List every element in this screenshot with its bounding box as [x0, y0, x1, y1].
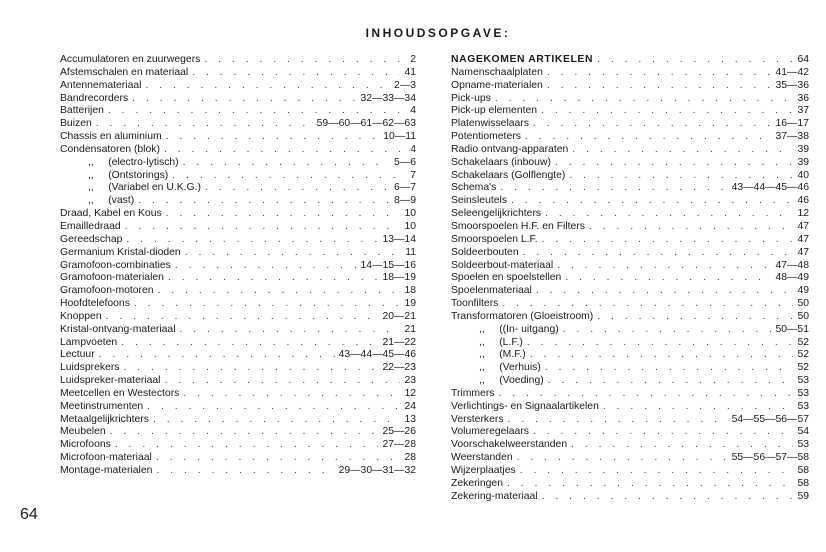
entry-page: 53 — [797, 400, 809, 412]
index-entry — [451, 452, 809, 465]
dot-leader — [536, 285, 794, 298]
entry-label: Zekering-materiaal — [451, 490, 538, 502]
dot-leader — [134, 298, 401, 311]
entry-label: Namenschaalplaten — [451, 66, 543, 78]
entry-label: Accumulatoren en zuurwegers — [60, 54, 201, 65]
index-column-right — [451, 54, 809, 504]
entry-label: Luidspreker-materiaal — [60, 375, 161, 387]
entry-label: Condensatoren (blok) — [60, 143, 160, 155]
index-entry — [60, 414, 416, 427]
entry-label: ,, (L.F.) — [479, 336, 523, 348]
dot-leader — [126, 234, 378, 247]
index-entry — [60, 388, 416, 401]
entry-label: Trimmers — [451, 387, 495, 399]
dot-leader — [565, 272, 771, 285]
entry-page: 4 — [410, 105, 416, 117]
entry-page: 50—51 — [775, 323, 809, 335]
dot-leader — [147, 401, 400, 414]
dot-leader — [498, 388, 793, 401]
entry-label: Batterijen — [60, 105, 104, 117]
entry-label: Microfoon-materiaal — [60, 452, 152, 464]
entry-label: Knoppen — [60, 310, 102, 322]
entry-label: Buizen — [60, 118, 92, 130]
entry-page: 32—33—34 — [360, 92, 416, 104]
entry-page: 2—3 — [394, 79, 416, 91]
dot-leader — [502, 298, 793, 311]
entry-label: Weerstanden — [451, 452, 513, 464]
index-entry — [451, 362, 809, 375]
index-entry — [451, 426, 809, 439]
dot-leader — [164, 144, 406, 157]
entry-label: Kristal-ontvang-materiaal — [60, 323, 176, 335]
dot-leader — [110, 426, 379, 439]
entry-label: ,, (Ontstorings) — [88, 169, 169, 181]
entry-label: Lectuur — [60, 349, 95, 361]
index-entry — [60, 93, 416, 106]
index-entry — [451, 131, 809, 144]
index-entry — [451, 67, 809, 80]
entry-label: Hoofdtelefoons — [60, 298, 130, 310]
index-entry — [451, 491, 809, 504]
index-entry — [60, 349, 416, 362]
dot-leader — [185, 247, 402, 260]
index-entry — [60, 285, 416, 298]
dot-leader — [108, 105, 406, 118]
entry-label: Bandrecorders — [60, 92, 129, 104]
index-entry — [451, 247, 809, 260]
dot-leader — [205, 182, 390, 195]
entry-label: Seinsleutels — [451, 195, 508, 207]
entry-page: 47—48 — [775, 259, 809, 271]
dot-leader — [545, 362, 794, 375]
index-entry — [60, 324, 416, 337]
dot-leader — [571, 439, 793, 452]
dot-leader — [495, 93, 794, 106]
entry-label: ,, (M.F.) — [479, 349, 526, 361]
index-entry — [60, 170, 416, 183]
entry-page: 47 — [797, 233, 809, 245]
dot-leader — [525, 131, 772, 144]
entry-label: Pick-up elementen — [451, 105, 538, 117]
entry-label: Schakelaars (Golflengte) — [451, 169, 566, 181]
entry-page: 55—56—57—58 — [731, 452, 809, 464]
index-entry — [60, 221, 416, 234]
entry-page: 47 — [797, 246, 809, 258]
entry-label: Toonfilters — [451, 298, 499, 310]
dot-leader — [121, 337, 378, 350]
index-entry — [451, 260, 809, 273]
index-entry — [451, 414, 809, 427]
index-entry — [451, 439, 809, 452]
dot-leader — [500, 182, 727, 195]
dot-leader — [569, 170, 793, 183]
dot-leader — [156, 452, 401, 465]
index-entry — [60, 80, 416, 93]
entry-page: 58 — [797, 465, 809, 476]
entry-label: Schema's — [451, 182, 497, 194]
entry-page: 12 — [797, 208, 809, 220]
entry-label: ,, (Voeding) — [479, 375, 544, 387]
dot-leader — [597, 311, 793, 324]
index-entry — [60, 465, 416, 478]
entry-page: 37—38 — [775, 131, 809, 143]
index-entry — [60, 401, 416, 414]
index-entry — [451, 144, 809, 157]
dot-leader — [597, 54, 793, 67]
entry-page: 43—44—45—46 — [731, 182, 809, 194]
dot-leader — [115, 439, 379, 452]
dot-leader — [589, 221, 793, 234]
dot-leader — [541, 105, 793, 118]
index-entry — [451, 401, 809, 414]
index-entry — [60, 54, 416, 67]
entry-label: Montage-materialen — [60, 465, 153, 476]
dot-leader — [145, 80, 390, 93]
entry-page: 52 — [797, 349, 809, 361]
entry-label: Meubelen — [60, 426, 106, 438]
page-number: 64 — [20, 506, 38, 523]
entry-page: 19 — [404, 298, 416, 310]
entry-page: 20—21 — [382, 310, 416, 322]
index-entry — [60, 272, 416, 285]
index-entry — [451, 80, 809, 93]
entry-label: Soldeerbout-materiaal — [451, 259, 554, 271]
index-entry — [451, 349, 809, 362]
entry-label: Pick-ups — [451, 92, 491, 104]
entry-page: 25—26 — [382, 426, 416, 438]
index-entry — [60, 195, 416, 208]
index-entry — [60, 67, 416, 80]
entry-page: 4 — [410, 143, 416, 155]
dot-leader — [527, 337, 794, 350]
entry-label: ,, (vast) — [88, 195, 135, 207]
index-column-left — [60, 54, 416, 478]
index-entry — [451, 388, 809, 401]
index-entry — [451, 311, 809, 324]
index-entry — [60, 311, 416, 324]
entry-page: 59—60—61—62—63 — [316, 118, 416, 130]
dot-leader — [106, 311, 379, 324]
dot-leader — [547, 80, 772, 93]
index-entry — [60, 144, 416, 157]
entry-label: Voorschakelweerstanden — [451, 439, 568, 451]
index-entry — [60, 105, 416, 118]
entry-page: 2 — [410, 54, 416, 65]
dot-leader — [204, 54, 406, 67]
dot-leader — [166, 131, 380, 144]
dot-leader — [192, 67, 400, 80]
dot-leader — [125, 221, 401, 234]
index-entry — [60, 131, 416, 144]
entry-page: 52 — [797, 336, 809, 348]
dot-leader — [166, 208, 401, 221]
dot-leader — [520, 465, 794, 478]
entry-page: 39 — [797, 156, 809, 168]
dot-leader — [138, 195, 390, 208]
dot-leader — [530, 349, 794, 362]
dot-leader — [603, 401, 794, 414]
entry-label: Meetcellen en Westectors — [60, 387, 180, 399]
entry-page: 18—19 — [382, 272, 416, 284]
index-entry — [60, 247, 416, 260]
dot-leader — [165, 375, 401, 388]
entry-label: Gramofoon-materialen — [60, 272, 164, 284]
index-entry — [60, 118, 416, 131]
entry-page: 8—9 — [394, 195, 416, 207]
entry-page: 24 — [404, 400, 416, 412]
dot-leader — [124, 362, 379, 375]
dot-leader — [555, 157, 794, 170]
entry-page: 47 — [797, 220, 809, 232]
entry-page: 41 — [404, 66, 416, 78]
dot-leader — [557, 260, 771, 273]
entry-label: Transformatoren (Gloeistroom) — [451, 310, 594, 322]
entry-label: Spoelenmateriaal — [451, 285, 532, 297]
entry-page: 28 — [404, 452, 416, 464]
entry-label: ,, (electro-lytisch) — [88, 156, 179, 168]
dot-leader — [96, 118, 313, 131]
dot-leader — [172, 170, 406, 183]
dot-leader — [523, 247, 794, 260]
entry-page: 46 — [797, 195, 809, 207]
entry-page: 16—17 — [775, 118, 809, 130]
entry-label: Smoorspoelen L.F. — [451, 233, 538, 245]
entry-label: Luidsprekers — [60, 362, 120, 374]
dot-leader — [517, 452, 728, 465]
index-entry — [60, 426, 416, 439]
index-entry — [60, 157, 416, 170]
index-entry — [451, 93, 809, 106]
entry-page: 64 — [797, 54, 809, 65]
dot-leader — [508, 414, 728, 427]
index-entry — [451, 478, 809, 491]
dot-leader — [572, 144, 793, 157]
entry-page: 53 — [797, 387, 809, 399]
entry-page: 49 — [797, 285, 809, 297]
entry-page: 48—49 — [775, 272, 809, 284]
entry-label: Lampvoeten — [60, 336, 118, 348]
index-entry — [451, 272, 809, 285]
entry-page: 53 — [797, 375, 809, 387]
entry-label: ,, (Verhuis) — [479, 362, 541, 374]
entry-page: 13—14 — [382, 233, 416, 245]
entry-page: 10—11 — [383, 131, 416, 143]
page-title: INHOUDSOPGAVE: — [365, 26, 511, 40]
entry-label: Draad, Kabel en Kous — [60, 208, 162, 220]
entry-page: 50 — [797, 310, 809, 322]
dot-leader — [533, 426, 793, 439]
dot-leader — [168, 272, 379, 285]
entry-label: Spoelen en spoelstellen — [451, 272, 562, 284]
index-entry — [451, 157, 809, 170]
entry-page: 36 — [797, 92, 809, 104]
entry-label: Microfoons — [60, 439, 111, 451]
index-entry — [60, 234, 416, 247]
dot-leader — [183, 388, 400, 401]
entry-page: 7 — [410, 169, 416, 181]
entry-label: Potentiometers — [451, 131, 521, 143]
index-entry — [60, 260, 416, 273]
entry-page: 41—42 — [775, 66, 809, 78]
index-entry — [60, 452, 416, 465]
index-entry — [451, 221, 809, 234]
entry-page: 35—36 — [775, 79, 809, 91]
entry-label: Germanium Kristal-dioden — [60, 246, 181, 258]
entry-page: 18 — [404, 285, 416, 297]
entry-label: Platenwisselaars — [451, 118, 529, 130]
index-entry — [451, 118, 809, 131]
entry-label: Versterkers — [451, 413, 504, 425]
entry-page: 53 — [797, 439, 809, 451]
index-entry — [60, 182, 416, 195]
entry-label: Zekeringen — [451, 477, 503, 489]
entry-label: Gramofoon-motoren — [60, 285, 154, 297]
entry-label: Gramofoon-combinaties — [60, 259, 171, 271]
index-entry — [451, 105, 809, 118]
dot-leader — [511, 195, 793, 208]
entry-label: Radio ontvang-apparaten — [451, 143, 569, 155]
entry-page: 39 — [797, 143, 809, 155]
entry-label: Seleengelijkrichters — [451, 208, 542, 220]
entry-page: 10 — [404, 208, 416, 220]
entry-page: 12 — [404, 387, 416, 399]
entry-label: Meetinstrumenten — [60, 400, 144, 412]
entry-page: 14—15—16 — [360, 259, 416, 271]
dot-leader — [507, 478, 793, 491]
entry-page: 21 — [404, 323, 416, 335]
entry-page: 6—7 — [394, 182, 416, 194]
index-entry — [60, 298, 416, 311]
entry-page: 43—44—45—46 — [338, 349, 416, 361]
dot-leader — [542, 234, 794, 247]
entry-page: 50 — [797, 298, 809, 310]
index-entry — [451, 375, 809, 388]
entry-label: Opname-materialen — [451, 79, 543, 91]
dot-leader — [180, 324, 401, 337]
dot-leader — [547, 67, 772, 80]
dot-leader — [153, 414, 401, 427]
index-entry — [60, 208, 416, 221]
dot-leader — [183, 157, 390, 170]
dot-leader — [548, 375, 794, 388]
index-entry — [451, 170, 809, 183]
index-entry — [451, 208, 809, 221]
index-entry — [60, 362, 416, 375]
entry-page: 23 — [404, 375, 416, 387]
entry-page: 10 — [404, 220, 416, 232]
index-entry — [60, 439, 416, 452]
entry-label: NAGEKOMEN ARTIKELEN — [451, 54, 594, 65]
entry-label: Volumeregelaars — [451, 426, 529, 438]
entry-page: 21—22 — [382, 336, 416, 348]
index-entry — [451, 298, 809, 311]
entry-page: 22—23 — [382, 362, 416, 374]
dot-leader — [99, 349, 335, 362]
index-entry — [60, 375, 416, 388]
entry-page: 5—6 — [394, 156, 416, 168]
entry-label: Chassis en aluminium — [60, 131, 162, 143]
entry-page: 11 — [405, 246, 416, 258]
entry-page: 58 — [797, 477, 809, 489]
dot-leader — [545, 208, 793, 221]
index-entry — [451, 285, 809, 298]
entry-label: Verlichtings- en Signaalartikelen — [451, 400, 599, 412]
entry-page: 54—55—56—57 — [731, 413, 809, 425]
dot-leader — [132, 93, 356, 106]
dot-leader — [175, 260, 357, 273]
dot-leader — [533, 118, 772, 131]
entry-label: Afstemschalen en materiaal — [60, 66, 189, 78]
entry-label: Antennemateriaal — [60, 79, 142, 91]
dot-leader — [563, 324, 772, 337]
entry-label: Emailledraad — [60, 220, 121, 232]
dot-leader — [158, 285, 401, 298]
entry-label: ,, (Variabel en U.K.G.) — [88, 182, 201, 194]
entry-label: Wijzerplaatjes — [451, 465, 516, 476]
index-entry — [60, 337, 416, 350]
entry-page: 13 — [404, 413, 416, 425]
index-entry — [451, 234, 809, 247]
entry-page: 59 — [797, 490, 809, 502]
entry-page: 29—30—31—32 — [338, 465, 416, 476]
entry-page: 40 — [797, 169, 809, 181]
index-entry — [451, 54, 809, 67]
entry-label: Schakelaars (inbouw) — [451, 156, 551, 168]
index-entry — [451, 465, 809, 478]
entry-page: 37 — [797, 105, 809, 117]
entry-label: Soldeerbouten — [451, 246, 519, 258]
entry-page: 52 — [797, 362, 809, 374]
index-entry — [451, 182, 809, 195]
dot-leader — [542, 491, 794, 504]
entry-label: Metaalgelijkrichters — [60, 413, 149, 425]
index-entry — [451, 337, 809, 350]
entry-label: Smoorspoelen H.F. en Filters — [451, 220, 585, 232]
entry-label: Gereedschap — [60, 233, 123, 245]
entry-page: 54 — [797, 426, 809, 438]
entry-page: 27—28 — [382, 439, 416, 451]
index-entry — [451, 195, 809, 208]
index-entry — [451, 324, 809, 337]
dot-leader — [156, 465, 334, 478]
entry-label: ,, ((In- uitgang) — [479, 323, 559, 335]
